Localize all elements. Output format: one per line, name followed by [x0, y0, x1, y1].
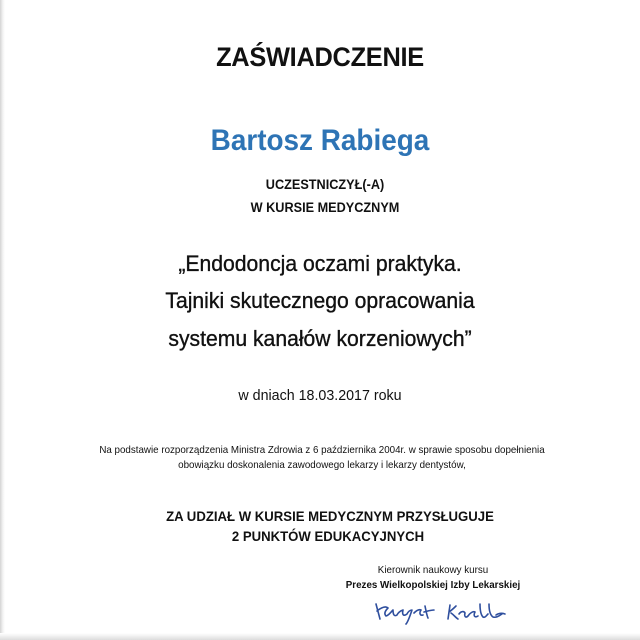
paper-edge-left	[0, 0, 5, 640]
course-title-line-2: Tajniki skutecznego opracowania	[165, 288, 475, 313]
recipient-name: Bartosz Rabiega	[210, 124, 430, 157]
signatory-role: Kierownik naukowy kursu	[377, 565, 489, 576]
participation-line-1: UCZESTNICZYŁ(-A)	[265, 177, 385, 192]
legal-basis-line-1: Na podstawie rozporządzenia Ministra Zdrowia z 6 października 2004r. w sprawie sposobu dopełnienia	[99, 445, 545, 456]
participation-line-2: W KURSIE MEDYCZNYM	[250, 200, 400, 215]
paper-edge-bottom	[0, 633, 640, 640]
course-date: w dniach 18.03.2017 roku	[238, 387, 402, 404]
course-title-line-1: „Endodoncja oczami praktyka.	[178, 251, 462, 276]
signatory-title: Prezes Wielkopolskiej Izby Lekarskiej	[345, 580, 521, 591]
certificate-title: ZAŚWIADCZENIE	[216, 42, 424, 72]
signature-strokes	[376, 604, 505, 624]
legal-basis-line-2: obowiązku doskonalenia zawodowego lekarzy i lekarzy dentystów,	[178, 460, 466, 471]
course-title-line-3: systemu kanałów korzeniowych”	[168, 326, 472, 351]
points-statement-line-1: ZA UDZIAŁ W KURSIE MEDYCZNYM PRZYSŁUGUJE	[166, 508, 494, 524]
handwritten-signature	[372, 596, 512, 626]
points-statement-line-2: 2 PUNKTÓW EDUKACYJNYCH	[231, 528, 425, 544]
